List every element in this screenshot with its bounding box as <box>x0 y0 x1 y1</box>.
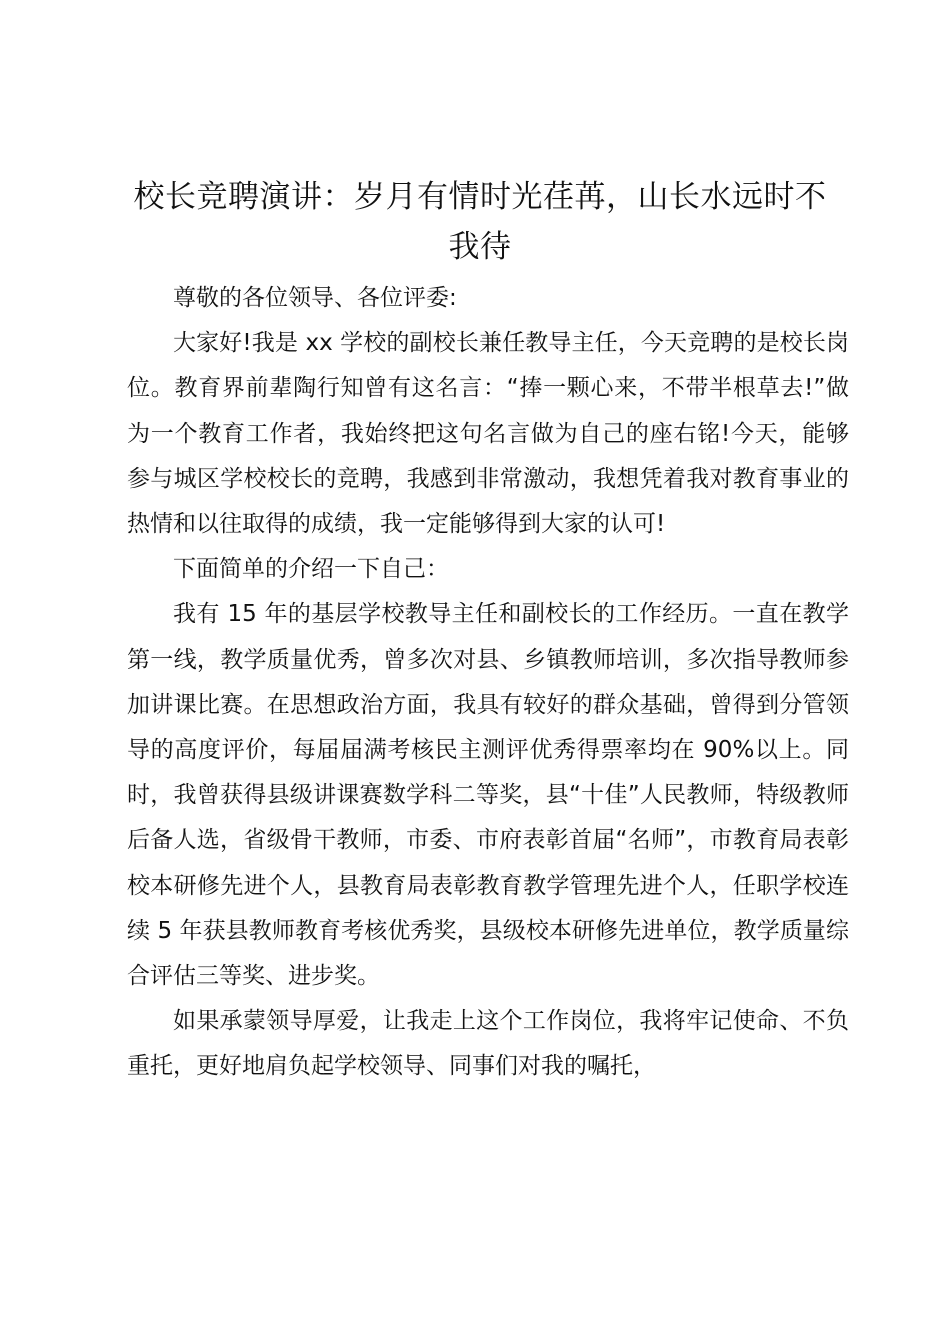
commitment-paragraph: 如果承蒙领导厚爱，让我走上这个工作岗位，我将牢记使命、不负重托，更好地肩负起学校领导、同事们对我的嘱托， <box>127 1008 849 1080</box>
experience-paragraph: 我有 15 年的基层学校教导主任和副校长的工作经历。一直在教学第一线，教学质量优秀，曾多次对县、乡镇教师培训，多次指导教师参加讲课比赛。在思想政治方面，我具有较好的群众基础，曾得到分管领导的高度评价，每届届满考核民主测评优秀得票率均在 90%以上。同时，我曾获得县级讲课赛数学科二等奖，县“十佳”人民教师，特级教师后备人选，省级骨干教师，市委、市府表彰首届“名师”，市教育局表彰校本研修先进个人，县教育局表彰教育教学管理先进个人，任职学校连续 5 年获县教师教育考核优秀奖，县级校本研修先进单位，教学质量综合评估三等奖、进步奖。 <box>127 601 849 990</box>
document-body <box>127 276 849 1090</box>
intro-paragraph: 下面简单的介绍一下自己： <box>173 556 449 583</box>
salutation-paragraph: 尊敬的各位领导、各位评委: <box>173 285 457 311</box>
greeting-paragraph: 大家好!我是 xx 学校的副校长兼任教导主任，今天竞聘的是校长岗位。教育界前辈陶行知曾有这名言：“捧一颗心来，不带半根草去!”做为一个教育工作者，我始终把这句名言做为自己的座右铭!今天，能够参与城区学校校长的竞聘，我感到非常激动，我想凭着我对教育事业的热情和以往取得的成绩，我一定能够得到大家的认可! <box>127 330 849 538</box>
document-title: 校长竞聘演讲：岁月有情时光荏苒，山长水远时不我待 <box>133 179 827 265</box>
